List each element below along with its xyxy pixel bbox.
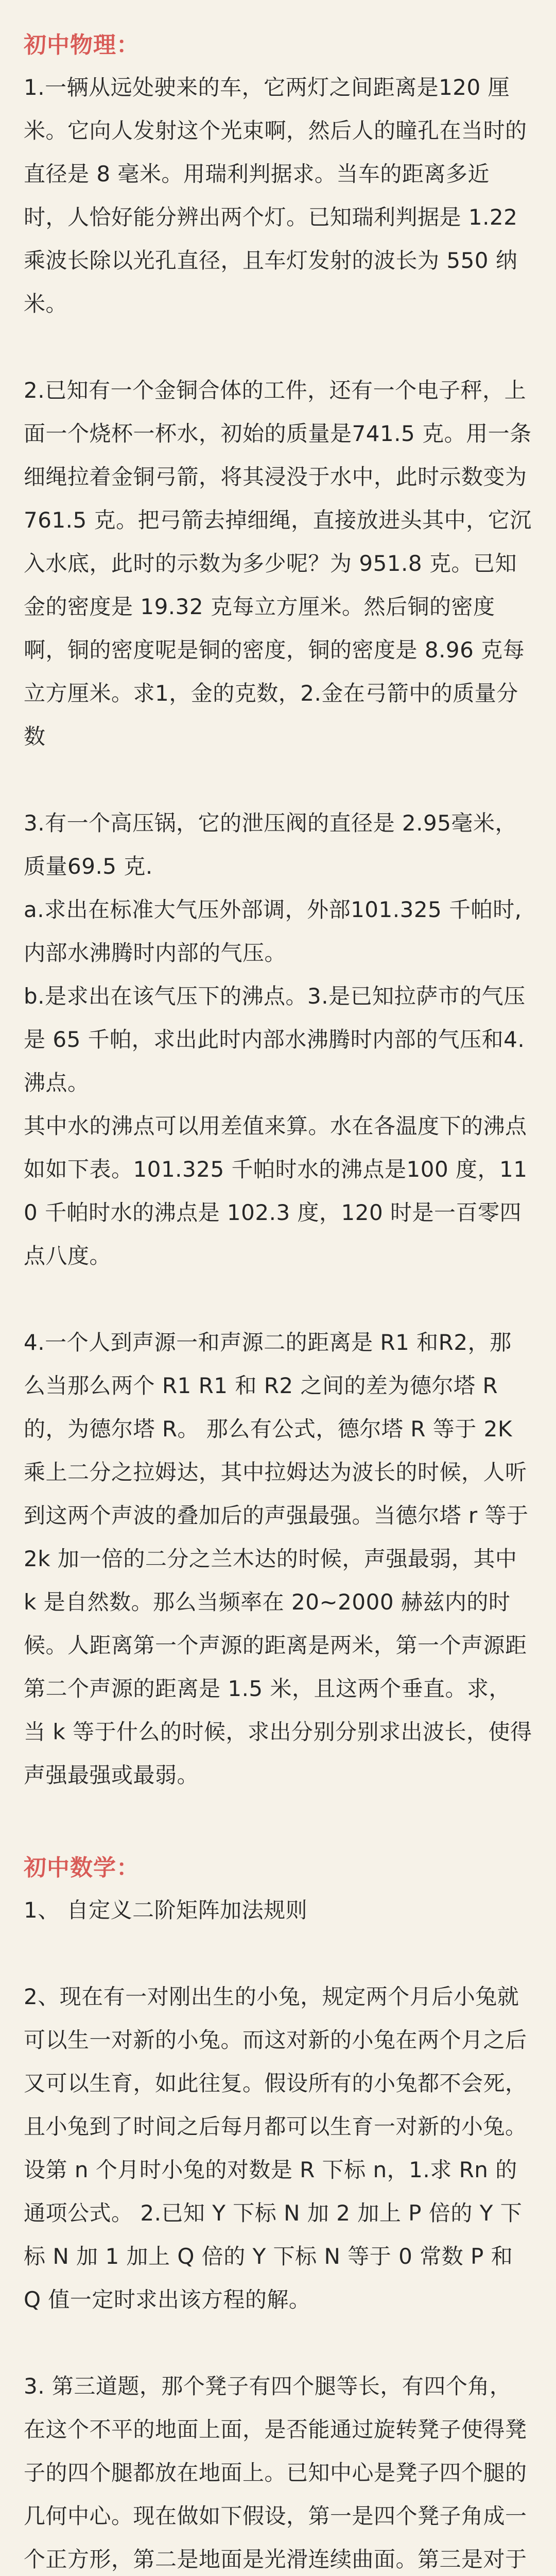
physics-problem-4: 4.一个人到声源一和声源二的距离是 R1 和R2，那么当那么两个 R1 R1 和 R2 之间的差为德尔塔 R 的，为德尔塔 R。 那么有公式，德尔塔 R 等于 2K 乘上二分之拉姆达，其中拉姆达为波长的时候，人听到这两个声波的叠加后的声强最强。当德尔塔 r 等于 2k 加一倍的二分之兰木达的时候，声强最弱，其中 k 是自然数。那么当频率在 20~2000 赫兹内的时候。人距离第一个声源的距离是两米，第一个声源距第二个声源的距离是 1.5 米，且这两个垂直。求，当 k 等于什么的时候，求出分别分别求出波长，使得声强最强或最弱。 (24, 1330, 536, 1788)
math-heading: 初中数学： (24, 1855, 140, 1881)
spacer (24, 1797, 532, 1849)
spacer (24, 758, 532, 802)
physics-problem-3: 3.有一个高压锅，它的泄压阀的直径是 2.95毫米，质量69.5 克. a.求出在标准大气压外部调，外部101.325 千帕时,内部水沸腾时内部的气压。 b.是求出在该气压下的沸点。3.是已知拉萨市的气压是 65 千帕，求出此时内部水沸腾时内部的气压和4.沸点。 其中水的沸点可以用差值来算。水在各温度下的沸点如如下表。101.325 千帕时水的沸点是100 度，110 千帕时水的沸点是 102.3 度，120 时是一百零四点八度。 (24, 810, 528, 1268)
math-problem-2: 2、现在有一对刚出生的小兔，规定两个月后小兔就可以生一对新的小兔。而这对新的小兔在两个月之后又可以生育，如此往复。假设所有的小兔都不会死，且小兔到了时间之后每月都可以生育一对新的小兔。设第 n 个月时小兔的对数是 R 下标 n，1.求 Rn 的通项公式。 2.已知 Y 下标 N 加 2 加上 P 倍的 Y 下标 N 加 1 加上 Q 倍的 Y 下标 N 等于 0 常数 P 和 Q 值一定时求出该方程的解。 (24, 1984, 527, 2312)
physics-problem-1: 1.一辆从远处驶来的车，它两灯之间距离是120 厘米。它向人发射这个光束啊，然后人的瞳孔在当时的直径是 8 毫米。用瑞利判据求。当车的距离多近时，人恰好能分辨出两个灯。已知瑞利判据是 1.22 乘波长除以光孔直径，且车灯发射的波长为 550 纳米。 (24, 75, 527, 316)
physics-problem-2: 2.已知有一个金铜合体的工件，还有一个电子秤，上面一个烧杯一杯水，初始的质量是741.5 克。用一条细绳拉着金铜弓箭，将其浸没于水中，此时示数变为 761.5 克。把弓箭去掉细绳，直接放进头其中，它沉入水底，此时的示数为多少呢？为 951.8 克。已知金的密度是 19.32 克每立方厘米。然后铜的密度啊，铜的密度呢是铜的密度，铜的密度是 8.96 克每立方厘米。求1，金的克数，2.金在弓箭中的质量分数 (24, 378, 534, 749)
spacer (24, 1278, 532, 1321)
physics-heading: 初中物理： (24, 32, 140, 58)
spacer (24, 1932, 532, 1975)
spacer (24, 326, 532, 369)
math-problem-3: 3. 第三道题，那个凳子有四个腿等长，有四个角，在这个不平的地面上面，是否能通过旋转凳子使得凳子的四个腿都放在地面上。已知中心是凳子四个腿的几何中心。现在做如下假设，第一是四个凳子角成一个正方形，第二是地面是光滑连续曲面。第三是对于 (24, 2374, 527, 2572)
spacer (24, 2321, 532, 2365)
math-problem-1: 1、 自定义二阶矩阵加法规则 (24, 1897, 308, 1923)
